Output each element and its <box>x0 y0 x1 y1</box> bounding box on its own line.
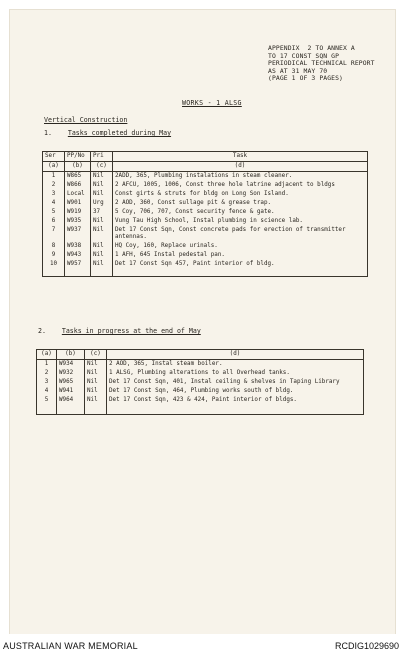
cell-ser: 5 <box>37 396 57 415</box>
cell-ser: 7 <box>43 226 65 242</box>
cell-ser: 3 <box>43 190 65 199</box>
table-row <box>37 378 364 387</box>
cell-pri: Nil <box>91 181 113 190</box>
table-row <box>43 172 368 182</box>
cell-task: 2 AOD, 360, Const sullage pit & grease trap. <box>113 199 368 208</box>
cell-ppno: W937 <box>65 226 91 242</box>
column-code: (b) <box>65 162 91 172</box>
cell-ppno: W965 <box>57 378 85 387</box>
cell-pri: Nil <box>85 369 107 378</box>
column-header-ser: Ser <box>43 152 65 162</box>
cell-ppno: W935 <box>65 217 91 226</box>
table-row <box>43 226 368 242</box>
cell-task: 2 AOD, 365, Instal steam boiler. <box>107 360 364 370</box>
column-code: (d) <box>113 162 368 172</box>
cell-ser: 10 <box>43 260 65 277</box>
cell-ser: 1 <box>37 360 57 370</box>
cell-task: 1 ALSG, Plumbing alterations to all Overhead tanks. <box>107 369 364 378</box>
cell-pri: Nil <box>91 260 113 277</box>
cell-pri: Nil <box>85 396 107 415</box>
cell-pri: Nil <box>91 242 113 251</box>
cell-task: HQ Coy, 160, Replace urinals. <box>113 242 368 251</box>
table-row <box>43 242 368 251</box>
cell-task: 2ADD, 365, Plumbing instalations in steam cleaner. <box>113 172 368 182</box>
cell-task: 5 Coy, 706, 707, Const security fence & gate. <box>113 208 368 217</box>
table-row <box>37 369 364 378</box>
cell-task: Det 17 Const Sqn, Const concrete pads for erection of transmitter antennas. <box>113 226 368 242</box>
cell-pri: Nil <box>85 378 107 387</box>
cell-task: Det 17 Const Sqn 457, Paint interior of bldg. <box>113 260 368 277</box>
cell-ppno: W934 <box>57 360 85 370</box>
cell-ser: 3 <box>37 378 57 387</box>
column-code: (b) <box>57 350 85 360</box>
cell-ser: 2 <box>37 369 57 378</box>
table-row <box>37 396 364 415</box>
archive-footer <box>0 634 403 654</box>
appendix-line: PERIODICAL TECHNICAL REPORT <box>268 59 375 68</box>
cell-pri: Nil <box>91 226 113 242</box>
cell-pri: 37 <box>91 208 113 217</box>
cell-task: Vung Tau High School, Instal plumbing in science lab. <box>113 217 368 226</box>
cell-ser: 4 <box>43 199 65 208</box>
appendix-line: APPENDIX 2 TO ANNEX A <box>268 44 355 52</box>
cell-ser: 5 <box>43 208 65 217</box>
appendix-reference <box>268 45 375 83</box>
table-row <box>43 199 368 208</box>
cell-pri: Nil <box>91 251 113 260</box>
section-1-title <box>44 129 171 137</box>
appendix-line: AS AT 31 MAY 70 <box>268 66 328 75</box>
cell-pri: Nil <box>91 217 113 226</box>
cell-ser: 6 <box>43 217 65 226</box>
tasks-in-progress-table <box>36 349 364 415</box>
subheading: Vertical Construction <box>44 116 128 124</box>
table-row <box>43 260 368 277</box>
cell-ppno: W901 <box>65 199 91 208</box>
section-title: Tasks completed during May <box>67 129 172 137</box>
cell-ser: 2 <box>43 181 65 190</box>
table-row <box>43 181 368 190</box>
cell-ppno: W941 <box>57 387 85 396</box>
cell-ppno: Local <box>65 190 91 199</box>
cell-ppno: W938 <box>65 242 91 251</box>
cell-ser: 4 <box>37 387 57 396</box>
cell-pri: Urg <box>91 199 113 208</box>
cell-ser: 8 <box>43 242 65 251</box>
cell-task: Const girts & struts for bldg on Long Son Island. <box>113 190 368 199</box>
cell-task: Det 17 Const Sqn, 423 & 424, Paint interior of bldgs. <box>107 396 364 415</box>
column-header-ppno: PP/No <box>65 152 91 162</box>
record-id: RCDIG1029690 <box>334 641 399 651</box>
section-number: 1. <box>44 129 52 137</box>
archive-name: AUSTRALIAN WAR MEMORIAL <box>3 641 138 651</box>
tasks-completed-table <box>42 151 368 277</box>
table-row <box>37 360 364 370</box>
table-row <box>43 251 368 260</box>
cell-pri: Nil <box>91 172 113 182</box>
table-row <box>43 190 368 199</box>
cell-ppno: W866 <box>65 181 91 190</box>
section-title: Tasks in progress at the end of May <box>61 327 201 335</box>
cell-task: 2 AFCU, 1005, 1006, Const three hole latrine adjacent to bldgs <box>113 181 368 190</box>
appendix-line: (PAGE 1 OF 3 PAGES) <box>268 74 344 83</box>
cell-pri: Nil <box>91 190 113 199</box>
column-code: (c) <box>85 350 107 360</box>
cell-ppno: W964 <box>57 396 85 415</box>
column-code: (d) <box>107 350 364 360</box>
cell-ppno: W865 <box>65 172 91 182</box>
cell-task: Det 17 Const Sqn, 464, Plumbing works south of bldg. <box>107 387 364 396</box>
cell-ser: 1 <box>43 172 65 182</box>
cell-pri: Nil <box>85 360 107 370</box>
cell-ppno: W943 <box>65 251 91 260</box>
table-row <box>43 208 368 217</box>
cell-ppno: W932 <box>57 369 85 378</box>
column-header-pri: Pri <box>91 152 113 162</box>
cell-ppno: W919 <box>65 208 91 217</box>
appendix-line: TO 17 CONST SQN GP <box>268 51 340 60</box>
column-code: (a) <box>43 162 65 172</box>
column-code: (c) <box>91 162 113 172</box>
document-heading: WORKS - 1 ALSG <box>182 99 242 107</box>
cell-task: Det 17 Const Sqn, 401, Instal ceiling & shelves in Taping Library <box>107 378 364 387</box>
section-2-title <box>38 327 201 335</box>
table-row <box>37 387 364 396</box>
cell-ser: 9 <box>43 251 65 260</box>
section-number: 2. <box>38 327 46 335</box>
column-code: (a) <box>37 350 57 360</box>
column-header-task: Task <box>113 152 368 162</box>
cell-ppno: W957 <box>65 260 91 277</box>
cell-pri: Nil <box>85 387 107 396</box>
table-row <box>43 217 368 226</box>
cell-task: 1 AFH, 645 Instal pedestal pan. <box>113 251 368 260</box>
